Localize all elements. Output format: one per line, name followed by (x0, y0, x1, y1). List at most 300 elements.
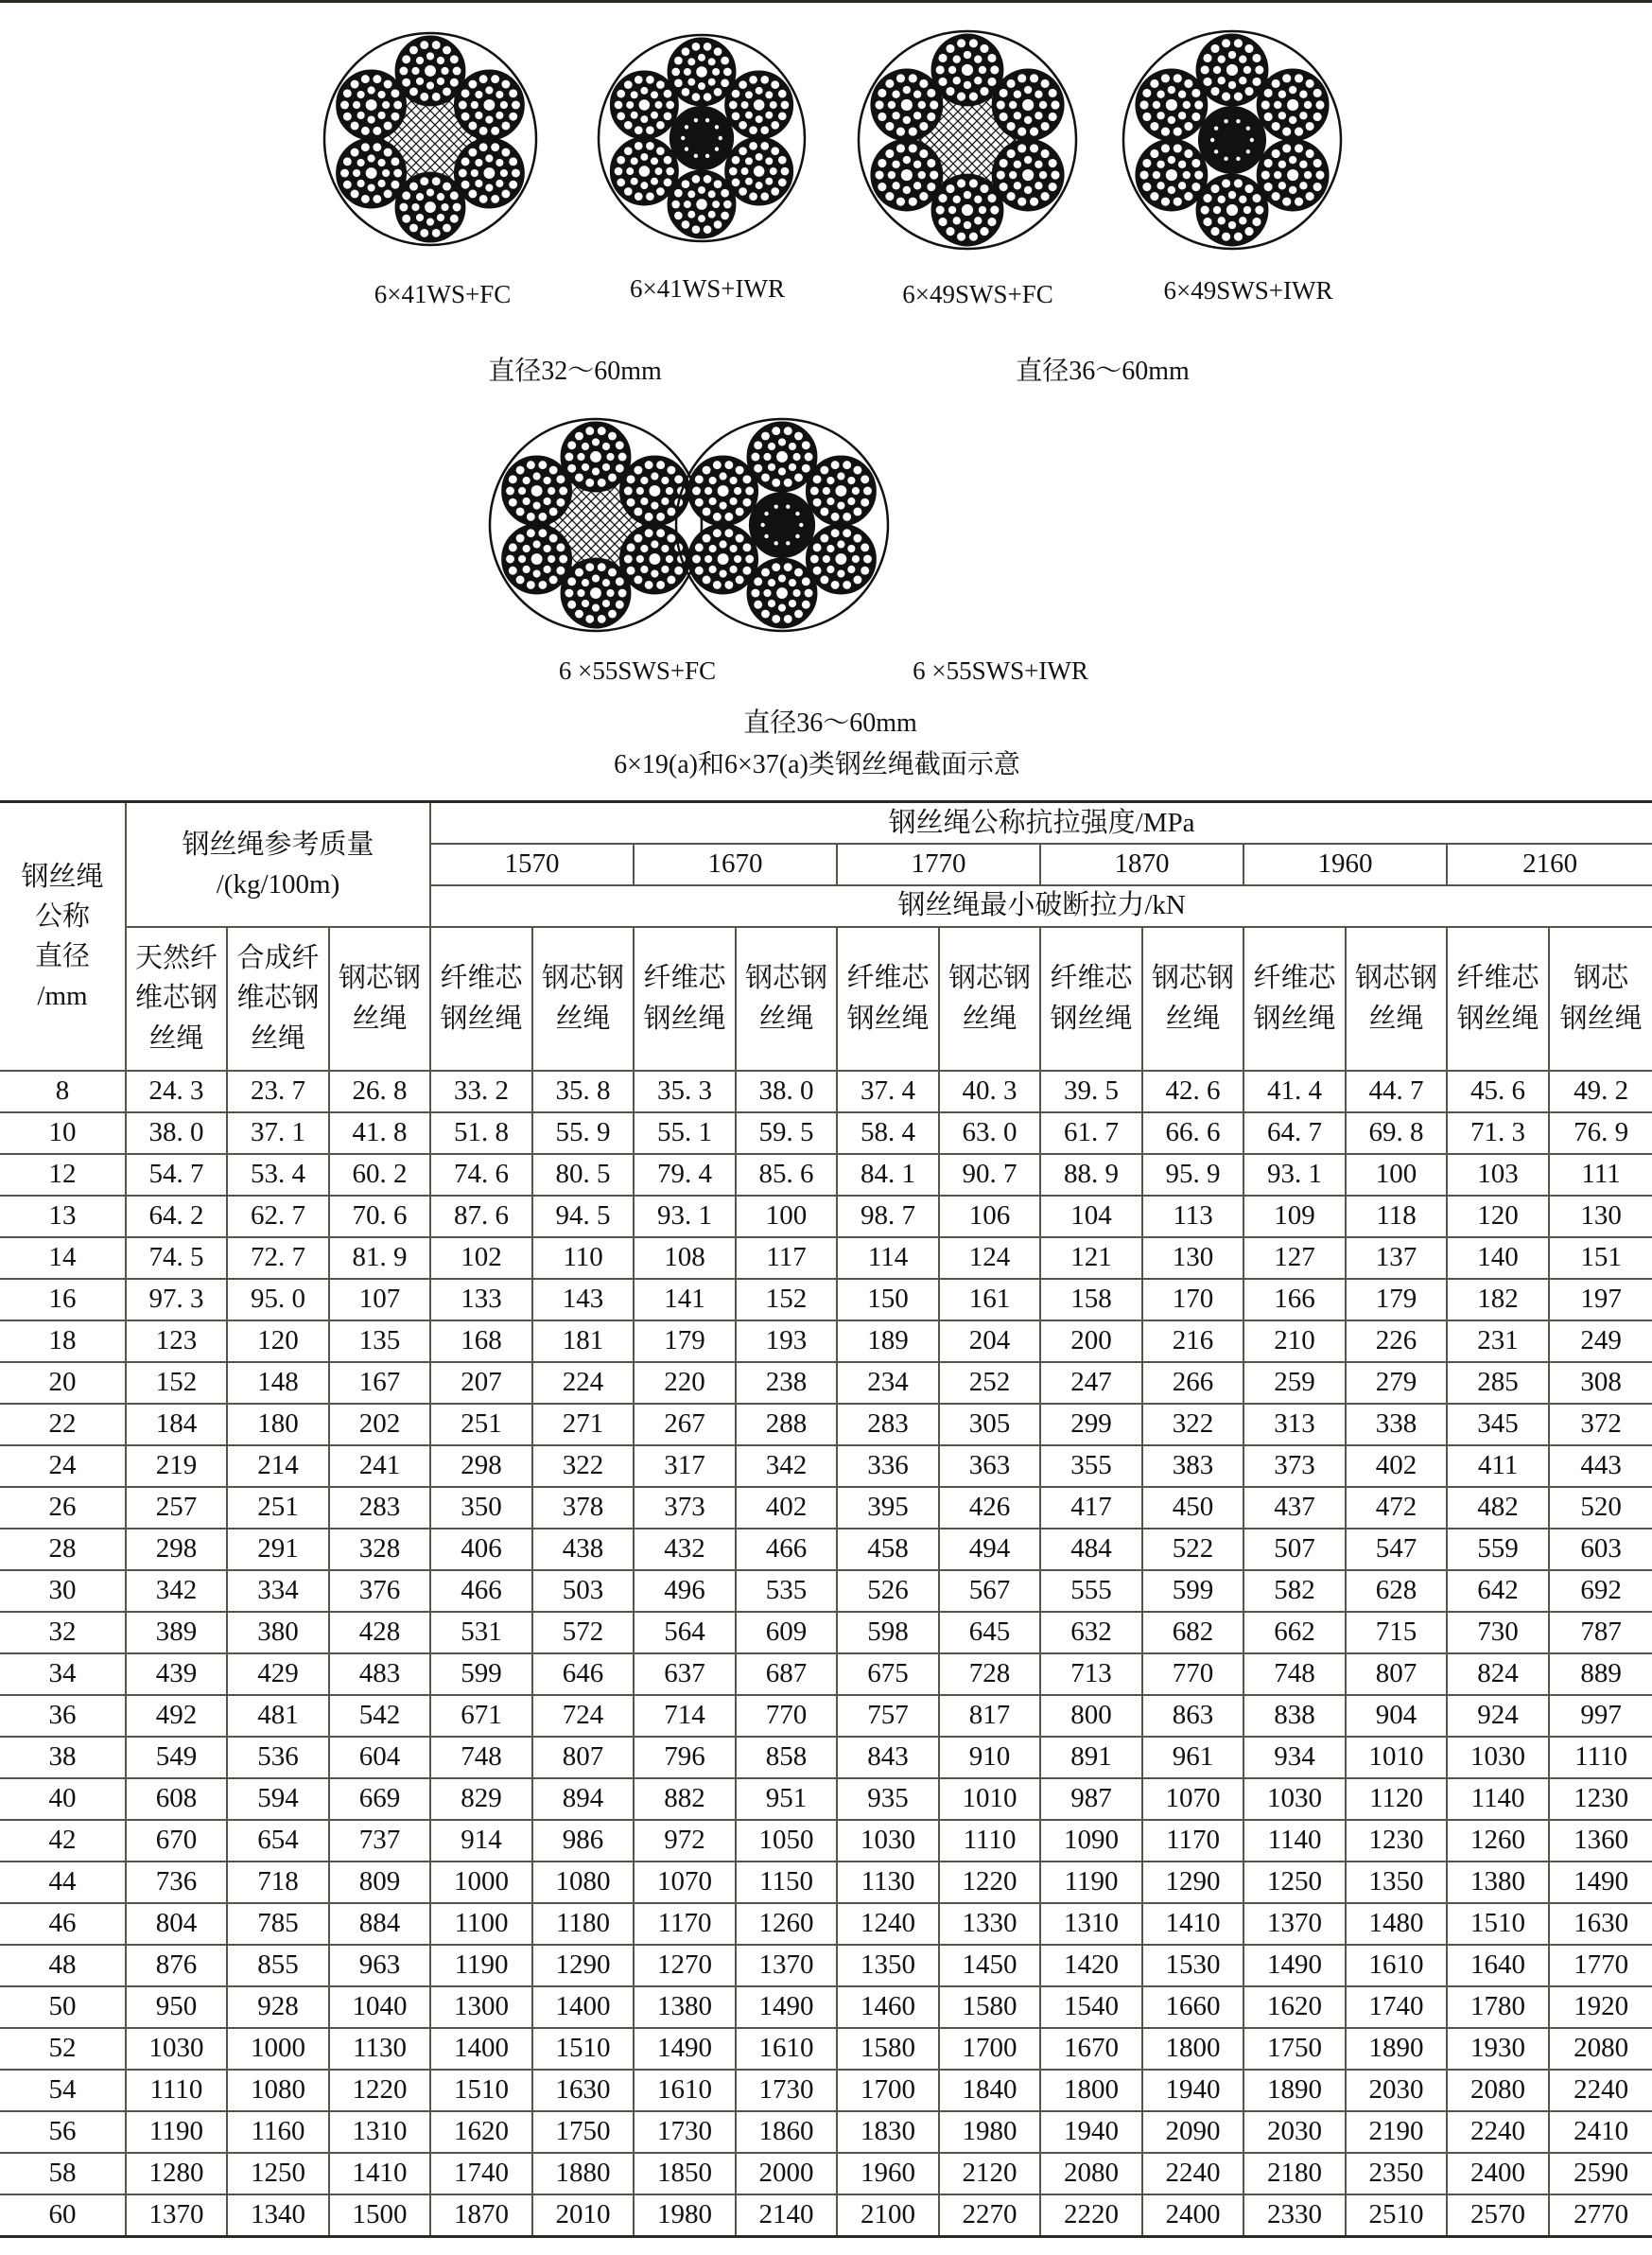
breaking-force-cell: 2350 (1346, 2153, 1447, 2194)
breaking-force-cell: 582 (1243, 1570, 1346, 1612)
breaking-force-cell: 109 (1243, 1196, 1346, 1237)
subheader-line: 纤维芯 (846, 963, 930, 994)
breaking-force-cell: 350 (430, 1487, 532, 1529)
diameter-cell: 56 (0, 2111, 126, 2153)
table-row (0, 1237, 1652, 1279)
breaking-force-cell: 158 (1040, 1279, 1142, 1320)
breaking-force-cell: 121 (1040, 1237, 1142, 1279)
breaking-force-cell: 114 (837, 1237, 939, 1279)
breaking-force-cell: 1740 (1346, 1986, 1447, 2028)
breaking-force-cell: 127 (1243, 1237, 1346, 1279)
breaking-force-cell: 117 (736, 1237, 837, 1279)
subheader-mass-0 (126, 927, 227, 1071)
table-row (0, 2070, 1652, 2111)
subheader-fiber-core (1447, 927, 1549, 1071)
breaking-force-cell: 1490 (1243, 1945, 1346, 1986)
breaking-force-cell: 1220 (939, 1862, 1040, 1903)
mass-cell: 594 (227, 1778, 329, 1820)
subheader-line: 维芯钢 (134, 983, 217, 1014)
table-row (0, 2111, 1652, 2153)
breaking-force-cell: 748 (430, 1737, 532, 1778)
breaking-force-cell: 1250 (1243, 1862, 1346, 1903)
breaking-force-cell: 437 (1243, 1487, 1346, 1529)
breaking-force-cell: 443 (1549, 1445, 1652, 1487)
breaking-force-cell: 238 (736, 1362, 837, 1404)
breaking-force-cell: 426 (939, 1487, 1040, 1529)
breaking-force-cell: 85. 6 (736, 1154, 837, 1196)
rope-label: 6×49SWS+FC (902, 280, 1053, 308)
breaking-force-cell: 2100 (837, 2194, 939, 2237)
mass-cell: 257 (126, 1487, 227, 1529)
table-row (0, 1154, 1652, 1196)
breaking-force-cell: 1140 (1243, 1820, 1346, 1862)
breaking-force-cell: 2330 (1243, 2194, 1346, 2237)
breaking-force-cell: 2190 (1346, 2111, 1447, 2153)
breaking-force-cell: 1030 (837, 1820, 939, 1862)
diameter-cell: 60 (0, 2194, 126, 2237)
subheader-line: 纤维芯 (1456, 963, 1539, 994)
mass-cell: 542 (329, 1695, 430, 1737)
breaking-force-cell: 645 (939, 1612, 1040, 1653)
breaking-force-cell: 1480 (1346, 1903, 1447, 1945)
mass-cell: 1250 (227, 2153, 329, 2194)
mass-cell: 963 (329, 1945, 430, 1986)
breaking-force-cell: 71. 3 (1447, 1112, 1549, 1154)
breaking-force-cell: 466 (430, 1570, 532, 1612)
subheader-line: 钢丝绳 (1050, 1003, 1133, 1034)
breaking-force-cell: 179 (1346, 1279, 1447, 1320)
table-row (0, 1945, 1652, 1986)
rope-label: 6×41WS+FC (374, 280, 512, 308)
subheader-mass-2 (329, 927, 430, 1071)
diameter-cell: 18 (0, 1320, 126, 1362)
diameter-cell: 12 (0, 1154, 126, 1196)
mass-cell: 64. 2 (126, 1196, 227, 1237)
subheader-line: 丝绳 (148, 1023, 204, 1054)
breaking-force-cell: 305 (939, 1404, 1040, 1445)
breaking-force-cell: 1230 (1549, 1778, 1652, 1820)
breaking-force-cell: 829 (430, 1778, 532, 1820)
mass-cell: 214 (227, 1445, 329, 1487)
subheader-line: 丝绳 (962, 1003, 1017, 1034)
diameter-cell: 42 (0, 1820, 126, 1862)
breaking-force-cell: 1580 (837, 2028, 939, 2070)
subheader-steel-core (1549, 927, 1652, 1071)
diameter-cell: 22 (0, 1404, 126, 1445)
mass-cell: 481 (227, 1695, 329, 1737)
subheader-line: 纤维芯 (643, 963, 726, 994)
breaking-force-cell: 986 (532, 1820, 634, 1862)
mass-cell: 37. 1 (227, 1112, 329, 1154)
table-row (0, 2028, 1652, 2070)
breaking-force-cell: 724 (532, 1695, 634, 1737)
breaking-force-cell: 2270 (939, 2194, 1040, 2237)
breaking-force-cell: 137 (1346, 1237, 1447, 1279)
breaking-force-cell: 1830 (837, 2111, 939, 2153)
mass-cell: 785 (227, 1903, 329, 1945)
subheader-line: 丝绳 (352, 1003, 408, 1034)
breaking-force-cell: 2400 (1447, 2153, 1549, 2194)
breaking-force-cell: 1850 (634, 2153, 736, 2194)
breaking-force-cell: 1800 (1040, 2070, 1142, 2111)
diameter-cell: 20 (0, 1362, 126, 1404)
table-row (0, 1071, 1652, 1112)
breaking-force-cell: 193 (736, 1320, 837, 1362)
breaking-force-cell: 313 (1243, 1404, 1346, 1445)
mass-cell: 1190 (126, 2111, 227, 2153)
breaking-force-cell: 80. 5 (532, 1154, 634, 1196)
breaking-force-cell: 484 (1040, 1529, 1142, 1570)
breaking-force-cell: 216 (1142, 1320, 1243, 1362)
mass-cell: 202 (329, 1404, 430, 1445)
mass-cell: 670 (126, 1820, 227, 1862)
breaking-force-cell: 1740 (430, 2153, 532, 2194)
rope-label: 6×49SWS+IWR (1163, 276, 1333, 305)
breaking-force-cell: 338 (1346, 1404, 1447, 1445)
breaking-force-cell: 599 (1142, 1570, 1243, 1612)
breaking-force-cell: 1120 (1346, 1778, 1447, 1820)
mass-cell: 428 (329, 1612, 430, 1653)
breaking-force-cell: 1890 (1243, 2070, 1346, 2111)
mass-cell: 26. 8 (329, 1071, 430, 1112)
breaking-force-cell: 141 (634, 1279, 736, 1320)
rope-section-6x41ws-iwr (596, 32, 808, 244)
table-row (0, 1903, 1652, 1945)
breaking-force-cell: 2400 (1142, 2194, 1243, 2237)
breaking-force-cell: 889 (1549, 1653, 1652, 1695)
breaking-force-cell: 567 (939, 1570, 1040, 1612)
mass-cell: 54. 7 (126, 1154, 227, 1196)
breaking-force-cell: 59. 5 (736, 1112, 837, 1154)
breaking-force-cell: 95. 9 (1142, 1154, 1243, 1196)
breaking-force-cell: 345 (1447, 1404, 1549, 1445)
table-row (0, 1695, 1652, 1737)
mass-cell: 1110 (126, 2070, 227, 2111)
breaking-force-cell: 2510 (1346, 2194, 1447, 2237)
mass-cell: 876 (126, 1945, 227, 1986)
mass-cell: 70. 6 (329, 1196, 430, 1237)
breaking-force-cell: 632 (1040, 1612, 1142, 1653)
subheader-line: 维芯钢 (236, 983, 320, 1014)
breaking-force-cell: 55. 1 (634, 1112, 736, 1154)
breaking-force-cell: 1310 (1040, 1903, 1142, 1945)
breaking-force-cell: 61. 7 (1040, 1112, 1142, 1154)
breaking-force-cell: 226 (1346, 1320, 1447, 1362)
mass-cell: 1370 (126, 2194, 227, 2237)
breaking-force-cell: 118 (1346, 1196, 1447, 1237)
breaking-force-cell: 787 (1549, 1612, 1652, 1653)
header-mass-unit: /(kg/100m) (216, 868, 340, 900)
breaking-force-cell: 1090 (1040, 1820, 1142, 1862)
breaking-force-cell: 44. 7 (1346, 1071, 1447, 1112)
breaking-force-cell: 843 (837, 1737, 939, 1778)
breaking-force-cell: 450 (1142, 1487, 1243, 1529)
mass-cell: 380 (227, 1612, 329, 1653)
breaking-force-cell: 224 (532, 1362, 634, 1404)
breaking-force-cell: 1170 (1142, 1820, 1243, 1862)
breaking-force-cell: 715 (1346, 1612, 1447, 1653)
mass-cell: 180 (227, 1404, 329, 1445)
breaking-force-cell: 2180 (1243, 2153, 1346, 2194)
steel-core (749, 492, 815, 558)
breaking-force-cell: 2000 (736, 2153, 837, 2194)
table-row (0, 1487, 1652, 1529)
breaking-force-cell: 247 (1040, 1362, 1142, 1404)
breaking-force-cell: 997 (1549, 1695, 1652, 1737)
breaking-force-cell: 858 (736, 1737, 837, 1778)
breaking-force-cell: 168 (430, 1320, 532, 1362)
mass-cell: 654 (227, 1820, 329, 1862)
mass-cell: 74. 5 (126, 1237, 227, 1279)
breaking-force-cell: 2140 (736, 2194, 837, 2237)
breaking-force-cell: 102 (430, 1237, 532, 1279)
breaking-force-cell: 1100 (430, 1903, 532, 1945)
mass-cell: 492 (126, 1695, 227, 1737)
subheader-steel-core (1142, 927, 1243, 1071)
rope-label: 6 ×55SWS+IWR (913, 656, 1088, 685)
subheader-line: 丝绳 (758, 1003, 814, 1034)
breaking-force-cell: 924 (1447, 1695, 1549, 1737)
breaking-force-cell: 1750 (1243, 2028, 1346, 2070)
diameter-range: 直径32～60mm (488, 357, 662, 386)
breaking-force-cell: 179 (634, 1320, 736, 1362)
diameter-cell: 58 (0, 2153, 126, 2194)
subheader-line: 钢丝绳 (846, 1003, 930, 1034)
mass-cell: 736 (126, 1862, 227, 1903)
table-row (0, 2153, 1652, 2194)
table-row (0, 1986, 1652, 2028)
breaking-force-cell: 108 (634, 1237, 736, 1279)
table-row (0, 2194, 1652, 2237)
breaking-force-cell: 1130 (837, 1862, 939, 1903)
breaking-force-cell: 1730 (736, 2070, 837, 2111)
breaking-force-cell: 130 (1142, 1237, 1243, 1279)
breaking-force-cell: 1700 (837, 2070, 939, 2111)
diameter-cell: 14 (0, 1237, 126, 1279)
diameter-cell: 44 (0, 1862, 126, 1903)
breaking-force-cell: 234 (837, 1362, 939, 1404)
mass-cell: 483 (329, 1653, 430, 1695)
breaking-force-cell: 1260 (1447, 1820, 1549, 1862)
breaking-force-cell: 522 (1142, 1529, 1243, 1570)
breaking-force-cell: 66. 6 (1142, 1112, 1243, 1154)
breaking-force-cell: 807 (1346, 1653, 1447, 1695)
table-row (0, 1404, 1652, 1445)
mass-cell: 62. 7 (227, 1196, 329, 1237)
breaking-force-cell: 1870 (430, 2194, 532, 2237)
breaking-force-cell: 599 (430, 1653, 532, 1695)
mass-cell: 439 (126, 1653, 227, 1695)
breaking-force-cell: 682 (1142, 1612, 1243, 1653)
strength-grade-2160: 2160 (1447, 844, 1652, 885)
breaking-force-cell: 100 (1346, 1154, 1447, 1196)
breaking-force-cell: 363 (939, 1445, 1040, 1487)
table-row (0, 1612, 1652, 1653)
mass-cell: 342 (126, 1570, 227, 1612)
mass-cell: 389 (126, 1612, 227, 1653)
breaking-force-cell: 207 (430, 1362, 532, 1404)
breaking-force-cell: 98. 7 (837, 1196, 939, 1237)
mass-cell: 41. 8 (329, 1112, 430, 1154)
breaking-force-cell: 1170 (634, 1903, 736, 1945)
subheader-line: 钢芯 (1574, 963, 1629, 994)
mass-cell: 884 (329, 1903, 430, 1945)
table-row (0, 1279, 1652, 1320)
breaking-force-cell: 642 (1447, 1570, 1549, 1612)
breaking-force-cell: 1780 (1447, 1986, 1549, 2028)
diameter-cell: 16 (0, 1279, 126, 1320)
mass-cell: 718 (227, 1862, 329, 1903)
breaking-force-cell: 662 (1243, 1612, 1346, 1653)
breaking-force-cell: 1050 (736, 1820, 837, 1862)
breaking-force-cell: 1630 (532, 2070, 634, 2111)
diameter-cell: 46 (0, 1903, 126, 1945)
breaking-force-cell: 299 (1040, 1404, 1142, 1445)
subheader-line: 丝绳 (1368, 1003, 1424, 1034)
diameter-cell: 28 (0, 1529, 126, 1570)
breaking-force-cell: 308 (1549, 1362, 1652, 1404)
breaking-force-cell: 1510 (430, 2070, 532, 2111)
subheader-steel-core (532, 927, 634, 1071)
rope-section-6x41ws-fc (322, 30, 539, 248)
mass-cell: 1280 (126, 2153, 227, 2194)
mass-cell: 184 (126, 1404, 227, 1445)
mass-cell: 23. 7 (227, 1071, 329, 1112)
breaking-force-cell: 1260 (736, 1903, 837, 1945)
breaking-force-cell: 961 (1142, 1737, 1243, 1778)
breaking-force-cell: 2590 (1549, 2153, 1652, 2194)
breaking-force-cell: 55. 9 (532, 1112, 634, 1154)
diameter-cell: 40 (0, 1778, 126, 1820)
breaking-force-cell: 1980 (939, 2111, 1040, 2153)
rope-section-6x49sws-iwr (1121, 28, 1344, 252)
breaking-force-cell: 603 (1549, 1529, 1652, 1570)
breaking-force-cell: 1290 (532, 1945, 634, 1986)
mass-cell: 152 (126, 1362, 227, 1404)
subheader-steel-core (1346, 927, 1447, 1071)
breaking-force-cell: 687 (736, 1653, 837, 1695)
breaking-force-cell: 910 (939, 1737, 1040, 1778)
diameter-cell: 50 (0, 1986, 126, 2028)
breaking-force-cell: 1750 (532, 2111, 634, 2153)
subheader-line: 合成纤 (236, 943, 320, 974)
breaking-force-cell: 1800 (1142, 2028, 1243, 2070)
mass-cell: 97. 3 (126, 1279, 227, 1320)
breaking-force-cell: 395 (837, 1487, 939, 1529)
breaking-force-cell: 1110 (939, 1820, 1040, 1862)
mass-cell: 928 (227, 1986, 329, 2028)
table-row (0, 1778, 1652, 1820)
breaking-force-cell: 2080 (1447, 2070, 1549, 2111)
breaking-force-cell: 675 (837, 1653, 939, 1695)
breaking-force-cell: 1890 (1346, 2028, 1447, 2070)
breaking-force-cell: 1350 (837, 1945, 939, 1986)
breaking-force-cell: 1930 (1447, 2028, 1549, 2070)
breaking-force-cell: 894 (532, 1778, 634, 1820)
diameter-range: 直径36～60mm (743, 708, 917, 738)
breaking-force-cell: 166 (1243, 1279, 1346, 1320)
breaking-force-cell: 1670 (1040, 2028, 1142, 2070)
table-row (0, 1196, 1652, 1237)
mass-cell: 1080 (227, 2070, 329, 2111)
breaking-force-cell: 1110 (1549, 1737, 1652, 1778)
diameter-cell: 10 (0, 1112, 126, 1154)
mass-cell: 81. 9 (329, 1237, 430, 1279)
mass-cell: 376 (329, 1570, 430, 1612)
breaking-force-cell: 2240 (1447, 2111, 1549, 2153)
breaking-force-cell: 951 (736, 1778, 837, 1820)
breaking-force-cell: 151 (1549, 1237, 1652, 1279)
breaking-force-cell: 103 (1447, 1154, 1549, 1196)
mass-cell: 669 (329, 1778, 430, 1820)
mass-cell: 298 (126, 1529, 227, 1570)
subheader-line: 钢芯钢 (948, 963, 1032, 994)
strength-grade-1960: 1960 (1243, 844, 1447, 885)
breaking-force-cell: 609 (736, 1612, 837, 1653)
subheader-fiber-core (634, 927, 736, 1071)
diameter-cell: 32 (0, 1612, 126, 1653)
breaking-force-cell: 800 (1040, 1695, 1142, 1737)
breaking-force-cell: 1360 (1549, 1820, 1652, 1862)
breaking-force-cell: 1580 (939, 1986, 1040, 2028)
breaking-force-cell: 200 (1040, 1320, 1142, 1362)
breaking-force-cell: 2410 (1549, 2111, 1652, 2153)
subheader-fiber-core (1040, 927, 1142, 1071)
breaking-force-cell: 38. 0 (736, 1071, 837, 1112)
diameter-cell: 52 (0, 2028, 126, 2070)
subheader-line: 钢芯钢 (339, 963, 422, 994)
breaking-force-cell: 1770 (1549, 1945, 1652, 1986)
breaking-force-cell: 161 (939, 1279, 1040, 1320)
mass-cell: 809 (329, 1862, 430, 1903)
diameter-cell: 13 (0, 1196, 126, 1237)
breaking-force-cell: 197 (1549, 1279, 1652, 1320)
subheader-fiber-core (837, 927, 939, 1071)
breaking-force-cell: 1000 (430, 1862, 532, 1903)
breaking-force-cell: 692 (1549, 1570, 1652, 1612)
mass-cell: 120 (227, 1320, 329, 1362)
wire-rope-spec-table (0, 800, 1652, 2238)
breaking-force-cell: 1640 (1447, 1945, 1549, 1986)
mass-cell: 291 (227, 1529, 329, 1570)
mass-cell: 241 (329, 1445, 430, 1487)
breaking-force-cell: 2080 (1040, 2153, 1142, 2194)
breaking-force-cell: 79. 4 (634, 1154, 736, 1196)
breaking-force-cell: 458 (837, 1529, 939, 1570)
breaking-force-cell: 466 (736, 1529, 837, 1570)
breaking-force-cell: 535 (736, 1570, 837, 1612)
breaking-force-cell: 182 (1447, 1279, 1549, 1320)
breaking-force-cell: 104 (1040, 1196, 1142, 1237)
breaking-force-cell: 84. 1 (837, 1154, 939, 1196)
diameter-cell: 24 (0, 1445, 126, 1487)
mass-cell: 1040 (329, 1986, 430, 2028)
subheader-line: 钢丝绳 (1253, 1003, 1336, 1034)
breaking-force-cell: 220 (634, 1362, 736, 1404)
breaking-force-cell: 45. 6 (1447, 1071, 1549, 1112)
subheader-fiber-core (430, 927, 532, 1071)
rope-label: 6×41WS+IWR (630, 274, 785, 303)
breaking-force-cell: 748 (1243, 1653, 1346, 1695)
breaking-force-cell: 231 (1447, 1320, 1549, 1362)
table-row (0, 1570, 1652, 1612)
header-diameter-line: 公称 (34, 900, 90, 932)
figure-caption: 6×19(a)和6×37(a)类钢丝绳截面示意 (614, 750, 1020, 779)
breaking-force-cell: 1490 (1549, 1862, 1652, 1903)
table-row (0, 1862, 1652, 1903)
breaking-force-cell: 482 (1447, 1487, 1549, 1529)
breaking-force-cell: 1010 (939, 1778, 1040, 1820)
